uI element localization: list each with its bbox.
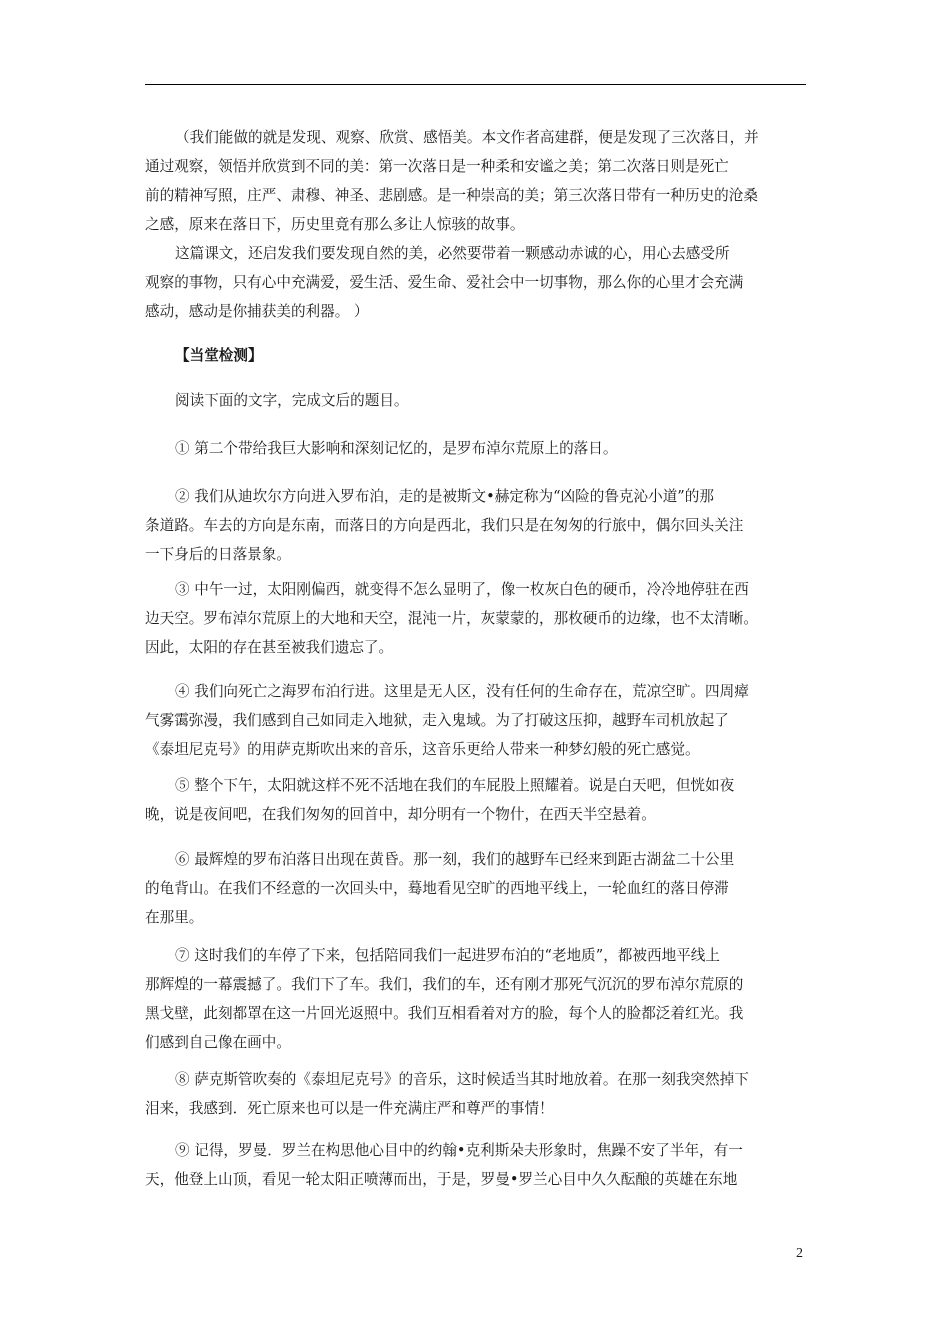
paragraph-2: ② 我们从迪坎尔方向进入罗布泊，走的是被斯文•赫定称为“凶险的鲁克沁小道”的那 条道路。车去的方向是东南，而落日的方向是西北，我们只是在匆匆的行旅中，偶尔回头关注 一下身后的日落景象。 [145,488,744,563]
section-heading: 【当堂检测】 [175,347,263,364]
paragraph-5: ⑤ 整个下午，太阳就这样不死不活地在我们的车屁股上照耀着。说是白天吧，但恍如夜 晚，说是夜间吧，在我们匆匆的回首中，却分明有一个物什，在西天半空悬着。 [145,777,735,823]
paragraph-3: ③ 中午一过，太阳刚偏西，就变得不怎么显明了，像一枚灰白色的硬币，冷冷地停驻在西 边天空。罗布淖尔荒原上的大地和天空，混沌一片，灰蒙蒙的，那枚硬币的边缘，也不太清晰。 因此，太阳的存在甚至被我们遗忘了。 [145,581,758,656]
paragraph-9: ⑨ 记得，罗曼．罗兰在构思他心目中的约翰•克利斯朵夫形象时，焦躁不安了半年，有一 天，他登上山顶，看见一轮太阳正喷薄而出，于是，罗曼•罗兰心目中久久酝酿的英雄在东地 [145,1142,743,1188]
page-number: 2 [796,1246,803,1261]
instruction-text: 阅读下面的文字，完成文后的题目。 [175,392,409,409]
paragraph-6: ⑥ 最辉煌的罗布泊落日出现在黄昏。那一刻，我们的越野车已经来到距古湖盆二十公里 的龟背山。在我们不经意的一次回头中，蓦地看见空旷的西地平线上，一轮血红的落日停滞 在那里。 [145,851,735,926]
paragraph-summary-1: （我们能做的就是发现、观察、欣赏、感悟美。本文作者高建群，便是发现了三次落日，并 通过观察，领悟并欣赏到不同的美：第一次落日是一种柔和安谧之美；第二次落日则是死亡 前的精神写照，庄严、肃穆、神圣、悲剧感。是一种崇高的美；第三次落日带有一种历史的沧桑 之感，原来在落日下，历史里竟有那么多让人惊骇的故事。 [145,129,759,233]
header-rule [145,84,806,85]
paragraph-7: ⑦ 这时我们的车停了下来，包括陪同我们一起进罗布泊的“老地质”，都被西地平线上 那辉煌的一幕震撼了。我们下了车。我们，我们的车，还有刚才那死气沉沉的罗布淖尔荒原的 黑戈壁，此刻都罩在这一片回光返照中。我们互相看着对方的脸，每个人的脸都泛着红光。我 们感到自己像在画中。 [145,947,744,1051]
paragraph-8: ⑧ 萨克斯管吹奏的《泰坦尼克号》的音乐，这时候适当其时地放着。在那一刻我突然掉下 泪来，我感到．死亡原来也可以是一件充满庄严和尊严的事情！ [145,1071,749,1117]
paragraph-4: ④ 我们向死亡之海罗布泊行进。这里是无人区，没有任何的生命存在，荒凉空旷。四周瘴 气雾霭弥漫，我们感到自己如同走入地狱，走入鬼域。为了打破这压抑，越野车司机放起了 《泰坦尼克号》的用萨克斯吹出来的音乐，这音乐更给人带来一种梦幻般的死亡感觉。 [145,683,749,758]
paragraph-1: ① 第二个带给我巨大影响和深刻记忆的，是罗布淖尔荒原上的落日。 [175,440,618,457]
paragraph-summary-2: 这篇课文，还启发我们要发现自然的美，必然要带着一颗感动赤诚的心，用心去感受所 观察的事物，只有心中充满爱，爱生活、爱生命、爱社会中一切事物，那么你的心里才会充满 感动，感动是你捕获美的利器。 ） [145,245,744,320]
